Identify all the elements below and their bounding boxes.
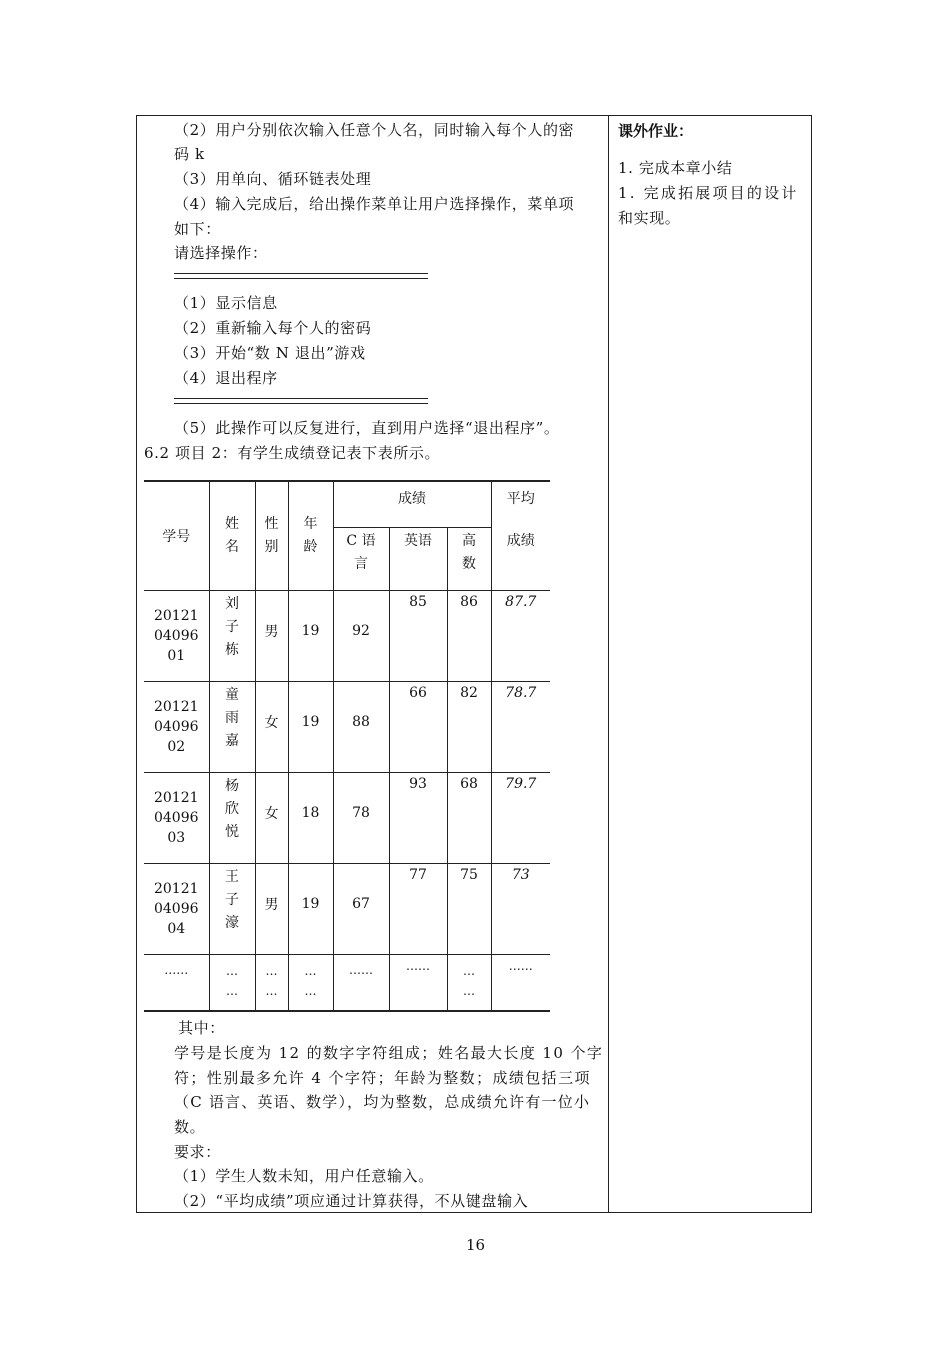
body-line: （5）此操作可以反复进行，直到用户选择“退出程序”。: [174, 419, 560, 437]
header-c-language: C 语 言: [333, 528, 389, 591]
section-heading: 6.2 项目 2：有学生成绩登记表下表所示。: [144, 444, 441, 462]
table-row: 20121 04096 01 刘 子 栋 男 19 92 85 86 87.7: [144, 591, 550, 682]
body-line: （3）用单向、循环链表处理: [174, 170, 372, 188]
menu-separator: [174, 398, 428, 399]
menu-item: （4）退出程序: [174, 369, 278, 387]
header-grades: 成绩: [333, 481, 491, 528]
menu-separator: [174, 273, 428, 274]
table-row: 20121 04096 03 杨 欣 悦 女 18 78 93 68 79.7: [144, 773, 550, 864]
body-line: （2）“平均成绩”项应通过计算获得，不从键盘输入: [174, 1192, 529, 1210]
body-line: 要求：: [174, 1143, 221, 1161]
grades-table: [144, 480, 550, 1012]
body-line: （4）输入完成后，给出操作菜单让用户选择操作，菜单项: [174, 195, 575, 213]
header-math: 高 数: [447, 528, 491, 591]
body-line: 符；性别最多允许 4 个字符；年龄为整数；成绩包括三项: [174, 1069, 591, 1087]
header-id: 学号: [144, 481, 209, 591]
body-line: 码 k: [174, 145, 205, 163]
body-line: 请选择操作：: [174, 244, 268, 262]
body-line: （2）用户分别依次输入任意个人名，同时输入每个人的密: [174, 121, 575, 139]
homework-title: 课外作业：: [618, 122, 694, 140]
body-line: 数。: [174, 1118, 206, 1136]
menu-item: （2）重新输入每个人的密码: [174, 319, 372, 337]
header-age: 年 龄: [288, 481, 333, 591]
menu-item: （1）显示信息: [174, 294, 278, 312]
header-name: 姓 名: [209, 481, 255, 591]
body-line: （1）学生人数未知，用户任意输入。: [174, 1167, 434, 1185]
homework-item: 和实现。: [618, 209, 681, 227]
header-gender: 性 别: [255, 481, 288, 591]
table-row: 20121 04096 02 童 雨 嘉 女 19 88 66 82 78.7: [144, 682, 550, 773]
body-line: 其中：: [178, 1019, 225, 1037]
table-row: 20121 04096 04 王 子 濠 男 19 67 77 75 73: [144, 864, 550, 955]
homework-item: 1. 完成本章小结: [618, 159, 733, 177]
table-row-ellipsis: …… … … … … … … …… …… … … ……: [144, 955, 550, 1011]
homework-item: 1. 完成拓展项目的设计: [618, 184, 799, 202]
body-line: （C 语言、英语、数学），均为整数，总成绩允许有一位小: [174, 1093, 591, 1111]
header-average: 平均 成绩: [491, 481, 550, 591]
body-line: 学号是长度为 12 的数字字符组成；姓名最大长度 10 个字: [174, 1044, 604, 1062]
page-number: 16: [466, 1236, 486, 1254]
menu-separator: [174, 278, 428, 279]
column-divider: [608, 115, 609, 1213]
menu-item: （3）开始“数 N 退出”游戏: [174, 344, 366, 362]
menu-separator: [174, 403, 428, 404]
body-line: 如下：: [174, 220, 221, 238]
header-english: 英语: [389, 528, 447, 591]
